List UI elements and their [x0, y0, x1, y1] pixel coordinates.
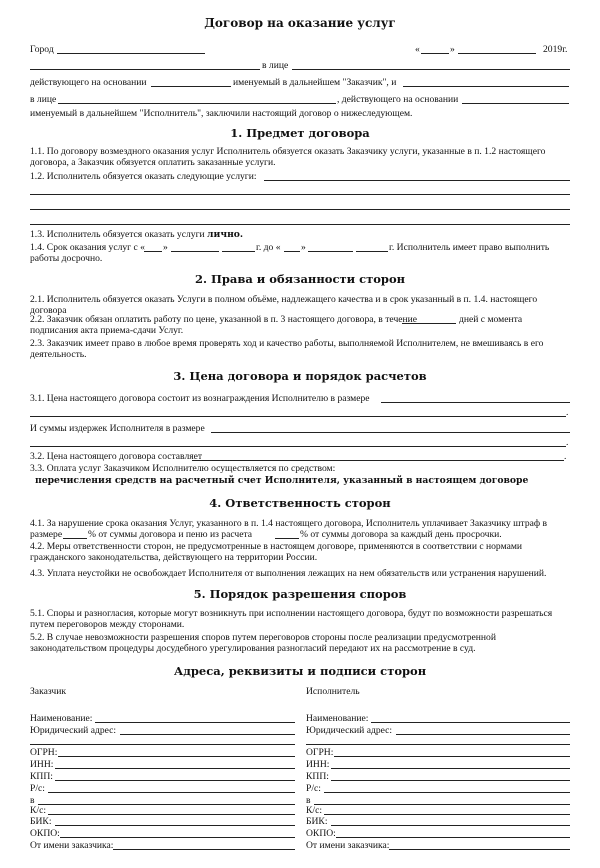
clause-1-4-start: 1.4. Срок оказания услуг с « [30, 242, 145, 253]
term-end-year-field[interactable] [356, 251, 388, 252]
executor-account-label: Р/с: [306, 783, 321, 794]
customer-corr-account-input[interactable] [48, 814, 295, 815]
executor-column-title: Исполнитель [306, 686, 360, 697]
payment-days-field[interactable] [402, 323, 456, 324]
executor-kpp-input[interactable] [331, 780, 570, 781]
executor-signatory-input[interactable] [389, 849, 570, 850]
customer-signatory-label: От имени заказчика: [30, 840, 114, 851]
customer-kpp-input[interactable] [55, 780, 295, 781]
executor-okpo-input[interactable] [336, 837, 570, 838]
customer-kpp-label: КПП: [30, 771, 53, 782]
in-person-label-2: в лице [30, 94, 57, 105]
term-end-month-field[interactable] [308, 251, 353, 252]
customer-bank-label: в [30, 795, 35, 806]
costs-amount-words-field[interactable] [30, 446, 566, 447]
clause-4-2: 4.2. Меры ответственности сторон, не предусмотренные в настоящем договоре, применяются в соответствии с нормами гражданского законодательства, действующего на территории России. [30, 541, 523, 563]
section-2-title: 2. Права и обязанности сторон [194, 272, 406, 286]
clause-4-1-mid: % от суммы договора и пеню из расчета [88, 529, 253, 540]
executor-corr-account-label: К/с: [306, 805, 322, 816]
clause-4-1-size: размере [30, 529, 63, 540]
clause-1-4-quote-2: » [301, 242, 306, 253]
customer-name-label: Наименование: [30, 713, 93, 724]
executor-signatory-label: От имени заказчика: [306, 840, 390, 851]
executor-account-input[interactable] [324, 792, 570, 793]
clause-1-4-until: г. до « [256, 242, 281, 253]
costs-amount-dot: . [566, 437, 569, 448]
clause-4-3: 4.3. Уплата неустойки не освобождает Исполнителя от выполнения лежащих на нем обязательств или устранения нарушений. [30, 568, 547, 579]
clause-5-2: 5.2. В случае невозможности разрешения споров путем переговоров стороны после реализации предусмотренной законодательством процедуры досудебного урегулирования разногласий передают их на рассмотрение в суд. [30, 632, 496, 654]
clause-1-4-end: г. Исполнитель имеет право выполнить [389, 242, 550, 253]
executor-address-label: Юридический адрес: [306, 725, 393, 736]
executor-name-label: Наименование: [306, 713, 369, 724]
penalty-percent-field[interactable] [275, 538, 299, 539]
term-start-month-field[interactable] [171, 251, 219, 252]
signatures-title: Адреса, реквизиты и подписи сторон [173, 664, 427, 678]
clause-1-4-quote: » [163, 242, 168, 253]
customer-bik-input[interactable] [55, 825, 295, 826]
executor-kpp-label: КПП: [306, 771, 329, 782]
services-line-1[interactable] [264, 180, 570, 181]
customer-account-input[interactable] [48, 792, 295, 793]
term-start-day-field[interactable] [144, 251, 162, 252]
term-end-day-field[interactable] [284, 251, 300, 252]
customer-name-field[interactable] [30, 69, 260, 70]
section-3-title: 3. Цена договора и порядок расчетов [173, 369, 427, 383]
clause-2-2: 2.2. Заказчик обязан оплатить работу по цене, указанной в п. 3 настоящего договора, в течение [30, 314, 418, 325]
date-quote-close: » [450, 44, 455, 55]
fine-percent-field[interactable] [63, 538, 87, 539]
clause-3-1: 3.1. Цена настоящего договора состоит из вознаграждения Исполнителю в размере [30, 393, 370, 404]
acting-basis-label-2: , действующего на основании [337, 94, 459, 105]
clause-2-3: 2.3. Заказчик имеет право в любое время проверять ход и качество работы, выполняемой Исполнителем, не вмешиваясь в его деятельность. [30, 338, 544, 360]
executor-inn-input[interactable] [331, 768, 570, 769]
clause-1-4-cont: работы досрочно. [30, 253, 103, 264]
section-4-title: 4. Ответственность сторон [209, 496, 391, 510]
costs-label: И суммы издержек Исполнителя в размере [30, 423, 205, 434]
total-price-dot: . [564, 451, 567, 462]
customer-corr-account-label: К/с: [30, 805, 46, 816]
customer-address-input-2[interactable] [30, 744, 295, 745]
acting-basis-label: действующего на основании [30, 77, 147, 88]
fee-amount-dot: . [566, 407, 569, 418]
term-start-year-field[interactable] [222, 251, 255, 252]
clause-4-1-end: % от суммы договора за каждый день просрочки. [300, 529, 502, 540]
executor-ogrn-label: ОГРН: [306, 747, 334, 758]
services-line-2[interactable] [30, 194, 570, 195]
executor-ogrn-input[interactable] [334, 756, 570, 757]
executor-representative-field[interactable] [58, 103, 336, 104]
customer-okpo-label: ОКПО: [30, 828, 60, 839]
customer-account-label: Р/с: [30, 783, 45, 794]
customer-ogrn-label: ОГРН: [30, 747, 58, 758]
executor-bik-label: БИК: [306, 816, 328, 827]
executor-intro: именуемый в дальнейшем "Исполнитель", заключили настоящий договор о нижеследующем. [30, 108, 413, 119]
executor-basis-field[interactable] [462, 103, 569, 104]
city-label: Город [30, 44, 54, 55]
date-quote-open: « [415, 44, 420, 55]
executor-bank-input[interactable] [314, 804, 570, 805]
customer-basis-field[interactable] [151, 86, 231, 87]
fee-amount-field[interactable] [381, 402, 570, 403]
section-5-title: 5. Порядок разрешения споров [193, 587, 407, 601]
fee-amount-words-field[interactable] [30, 416, 566, 417]
customer-signatory-input[interactable] [113, 849, 295, 850]
clause-2-2-days: дней с момента [459, 314, 523, 325]
services-line-4[interactable] [30, 224, 570, 225]
clause-1-1: 1.1. По договору возмездного оказания услуг Исполнитель обязуется оказать Заказчику услуги, указанные в п. 1.2 настоящего договора, а Заказчик обязуется оплатить заказанные услуги. [30, 146, 546, 168]
document-title: Договор на оказание услуг [204, 16, 396, 30]
city-field[interactable] [57, 53, 205, 54]
customer-address-label: Юридический адрес: [30, 725, 117, 736]
clause-2-1: 2.1. Исполнитель обязуется оказать Услуги в полном объёме, надлежащего качества и в срок указанный в п. 1.4. настоящего договора [30, 294, 538, 316]
clause-5-1: 5.1. Споры и разногласия, которые могут возникнуть при исполнении настоящего договора, будут по возможности разрешаться путем переговоров между сторонами. [30, 608, 553, 630]
clause-1-3: 1.3. Исполнитель обязуется оказать услуги лично. [30, 229, 244, 240]
customer-name-input[interactable] [95, 722, 295, 723]
clause-4-1: 4.1. За нарушение срока оказания Услуг, указанного в п. 1.4 настоящего договора, Исполнитель уплачивает Заказчику штраф в [30, 518, 548, 529]
customer-ogrn-input[interactable] [58, 756, 295, 757]
executor-name-field[interactable] [403, 86, 569, 87]
clause-1-2: 1.2. Исполнитель обязуется оказать следующие услуги: [30, 171, 257, 182]
costs-amount-field[interactable] [211, 432, 570, 433]
executor-corr-account-input[interactable] [324, 814, 570, 815]
customer-bank-input[interactable] [38, 804, 295, 805]
clause-3-3: 3.3. Оплата услуг Заказчиком Исполнителю осуществляется по средством: [30, 463, 336, 474]
date-year: 2019г. [543, 44, 568, 55]
in-person-label: в лице [262, 60, 289, 71]
executor-inn-label: ИНН: [306, 759, 330, 770]
executor-address-input[interactable] [396, 734, 570, 735]
executor-okpo-label: ОКПО: [306, 828, 336, 839]
customer-inn-input[interactable] [55, 768, 295, 769]
executor-bank-label: в [306, 795, 311, 806]
customer-okpo-input[interactable] [60, 837, 295, 838]
executor-bik-input[interactable] [331, 825, 570, 826]
date-month-field[interactable] [458, 53, 536, 54]
clause-3-2: 3.2. Цена настоящего договора составляет [30, 451, 203, 462]
date-day-field[interactable] [421, 53, 449, 54]
clause-3-3-method: перечисления средств на расчетный счет Исполнителя, указанный в настоящем договоре [35, 475, 529, 486]
section-1-title: 1. Предмет договора [230, 126, 370, 140]
customer-inn-label: ИНН: [30, 759, 54, 770]
executor-name-input[interactable] [371, 722, 570, 723]
executor-address-input-2[interactable] [306, 744, 570, 745]
customer-column-title: Заказчик [30, 686, 67, 697]
total-price-field[interactable] [192, 460, 564, 461]
clause-2-2-cont: подписания акта приема-сдачи Услуг. [30, 325, 184, 336]
hereinafter-customer: именуемый в дальнейшем "Заказчик", и [233, 77, 397, 88]
customer-address-input[interactable] [120, 734, 295, 735]
services-line-3[interactable] [30, 209, 570, 210]
customer-bik-label: БИК: [30, 816, 52, 827]
customer-representative-field[interactable] [292, 69, 570, 70]
